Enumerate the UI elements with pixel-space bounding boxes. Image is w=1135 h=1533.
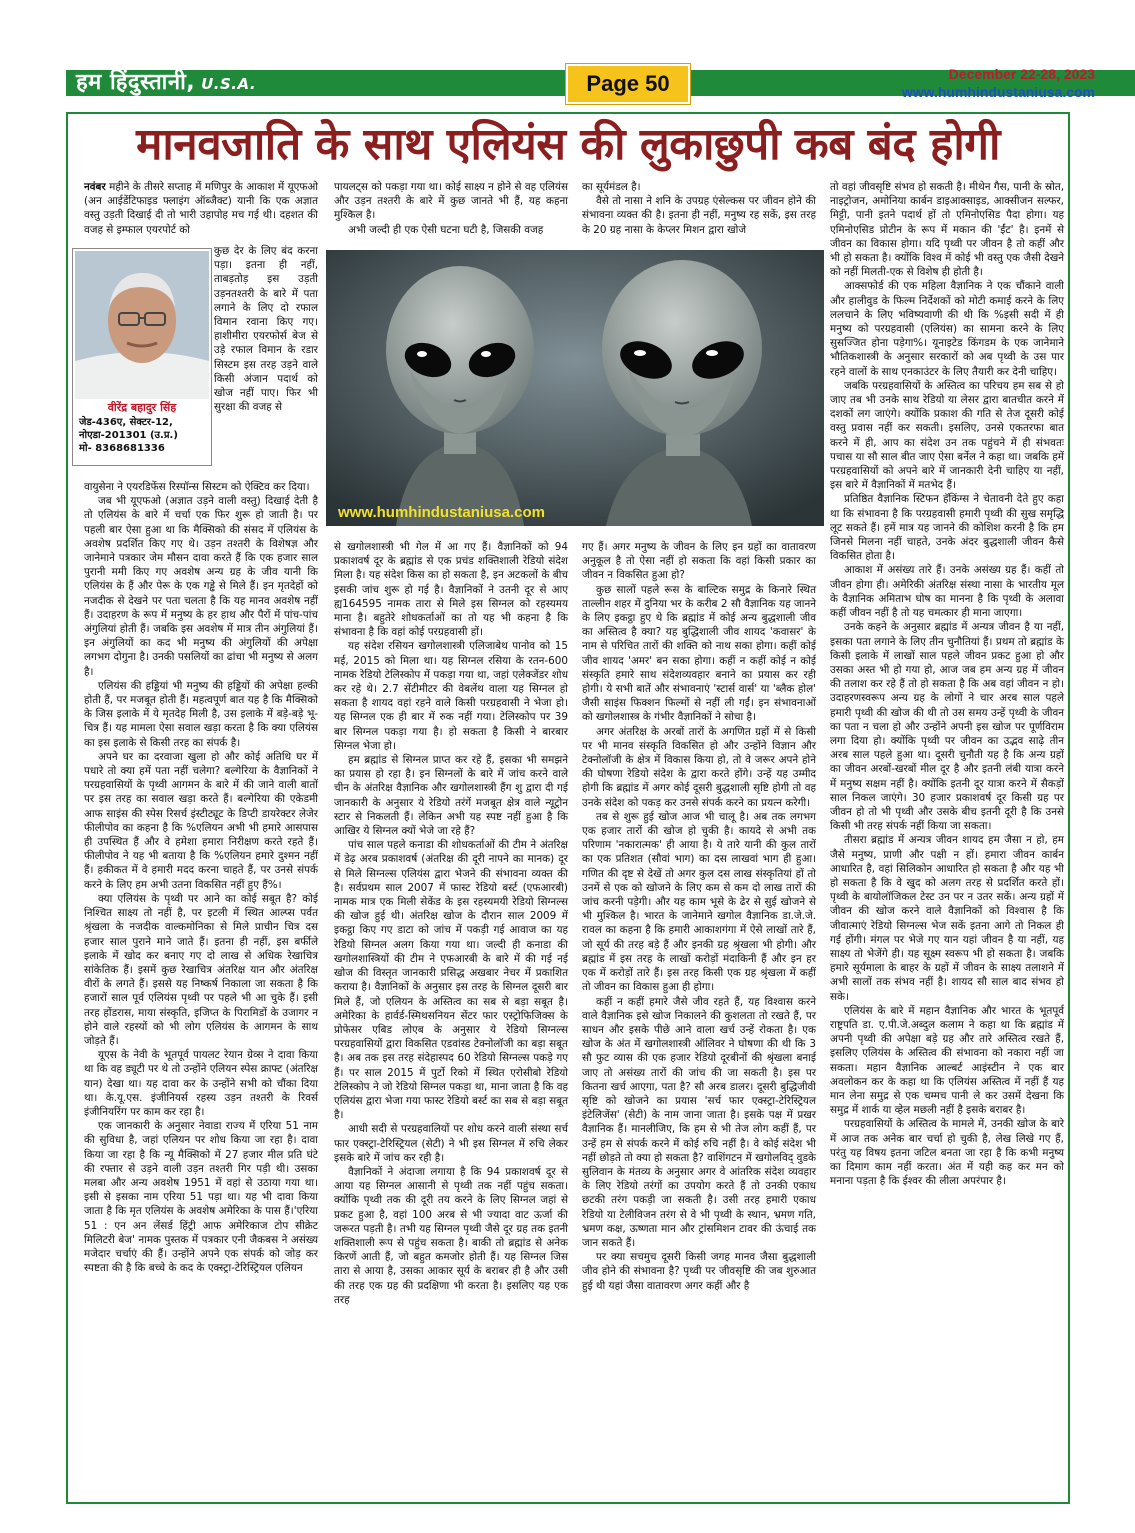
- paragraph: परग्रहवासियों के अस्तित्व के मामले में, उनकी खोज के बारे में आज तक अनेक बार चर्चा हो चुकी है, लेख लिखे गए हैं, परंतु यह विषय इतना जटिल बनता जा रहा है कि कभी मनुष्य का दिमाग काम नहीं करता। अंत में यही कह कर मन को मनाना पड़ता है कि ईश्वर की लीला अपरंपार है।: [830, 1118, 1064, 1188]
- paragraph: प्रतिष्ठित वैज्ञानिक स्टिफन हॅकिंग्स ने चेतावनी देते हुए कहा था कि संभावना है कि परग्रहवासी हमारी पृथ्वी की सुख समृद्धि लूट सकते हैं। हमें मात्र यह जानने की कोशिश करनी है कि हम जिनसे मिलना नहीं चाहते, उनके अंदर बुद्धशाली जीवन कैसे विकसित होता है।: [830, 493, 1064, 563]
- paragraph: अपने घर का दरवाजा खुला हो और कोई अतिथि घर में पधारे तो क्या हमें पता नहीं चलेगा? बल्गेरिया के वैज्ञानिकों ने परग्रहवासियों के पृथ्वी आगमन के बारे में की जाने वाली बातों पर इस तरह का सवाल खड़ा करते हैं। बल्गेरिया की एकेडमी आफ साइंस की स्पेस रिसर्च इंस्टीट्यूट के डिप्टी डायरेक्टर लेजेर फीलीपोव का कहना है कि %एलियन अभी भी हमारे आसपास ही उपस्थित हैं और वे हमेशा हमारा निरीक्षण करते रहते हैं। फीलीपोव ने यह भी बताया है कि %एलियन हमारे दुश्मन नहीं हैं। हकीकत में वे हमारी मदद करना चाहते हैं, पर उनसे संपर्क करने के लिए हम अभी उतना विकसित नहीं हुए हैं%।: [84, 750, 318, 891]
- intro-text: महीने के तीसरे सप्ताह में मणिपुर के आकाश में यूएफओ (अन आईडेंटिफाइड फ्लाइंग ऑब्जैक्ट) यानी कि एक अज्ञात वस्तु उड़ती दिखाई दी तो भारी उहापोह मच गई थी। दहशत की वजह से इम्फाल एयरपोर्ट को: [84, 181, 318, 236]
- issue-date: December 22-28, 2023: [948, 66, 1095, 82]
- column-3-body: [582, 540, 816, 1293]
- paragraph: क्या एलियंस के पृथ्वी पर आने का कोई सबूत है? कोई निश्चित साक्ष्य तो नहीं है, पर इटली में स्थित आल्प्स पर्वत श्रृंखला के नजदीक वाल्कमोनिका से मिले प्राचीन चित्र दस हजार साल पुराने माने जाते हैं। इतना ही नहीं, इस बर्फीले इलाके में खोद कर बनाए गए दो लाख से अधिक रेखाचित्र सांकेतिक हैं। इसमें कुछ रेखाचित्र अंतरिक्ष यान और अंतरिक्ष वीरों के लगते हैं। इससे यह निष्कर्ष निकाला जा सकता है कि हजारों साल पूर्व एलियंस पृथ्वी पर पहले भी आ चुके हैं। इसी तरह होंडरास, माया संस्कृति, इजिप्त के पिरामिडों के उजागर न होने वाले रहस्यों को भी लोग एलियंस के आगमन के साथ जोड़ते हैं।: [84, 892, 318, 1047]
- author-box: [72, 248, 212, 466]
- paragraph: वायुसेना ने एयरडिफेंस रिस्पॉन्स सिस्टम को ऐक्टिव कर दिया।: [84, 481, 310, 493]
- paragraph: पायलट्स को पकड़ा गया था। कोई साक्ष्य न होने से वह एलियंस और उड़न तश्तरी के बारे में कुछ जानते भी हैं, यह कहना मुश्किल है।: [334, 181, 568, 222]
- paragraph: तब से शुरू हुई खोज आज भी चालू है। अब तक लगभग एक हजार तारों की खोज हो चुकी है। कायदे से अभी तक परिणाम 'नकारात्मक' ही आया है। ये तारे यानी की कुल तारों का एक प्रतिशत (सौवां भाग) का दस लाखवां भाग ही हुआ। गणित की दृष्ट से देखें तो अगर कुल दस लाख संस्कृतियां हों तो उनमें से एक को खोजने के लिए कम से कम दो लाख तारों की जांच करनी पड़ेगी। और यह काम भूसे के ढेर से सुई खोजने से भी मुश्किल है। भारत के जानेमाने खगोल वैज्ञानिक डा.जे.जे. रावल का कहना है कि हमारी आकाशगंगा में ऐसे लाखों तारे हैं, जो सूर्य की तरह बड़े हैं और इनकी ग्रह श्रृंखला भी होगी। और ब्रह्मांड में इस तरह के लाखों करोड़ों मंदाकिनी हैं और इन हर एक में करोड़ों तारे हैं। इस तरह किसी एक ग्रह श्रृंखला में कहीं तो जीवन का विकास हुआ ही होगा।: [582, 810, 816, 994]
- author-address-line: जेड-436ए, सेक्टर-12,: [79, 417, 173, 428]
- paragraph: जब भी यूएफओ (अज्ञात उड़ने वाली वस्तु) दिखाई देती है तो एलियंस के बारे में चर्चा एक फिर शुरू हो जाती है। पर पहली बार ऐसा हुआ था कि मैक्सिको की संसद में एलियंस के अवशेष प्रदर्शित किए गए थे। उड़न तश्तरी के विशेषज्ञ और जानेमाने पत्रकार जेम मौसन दावा करते हैं कि एक हजार साल पुरानी ममी किए गए अवशेष अन्य ग्रह के जीव यानी कि एलियंस के हैं और पेरू के एक गड्ढे से मिले हैं। इन मृतदेहों को नजदीक से देखने पर पता चलता है कि यह मानव अवशेष नहीं हैं। उदाहरण के रूप में मनुष्य के हर हाथ और पैरों में पांच-पांच अंगुलियां होती हैं। जबकि इस अवशेष में मात्र तीन अंगुलियां हैं। इन अंगुलियों का कद भी मनुष्य की अंगुलियों की अपेक्षा लगभग दोगुना है। उनकी पसलियों का ढांचा भी मनुष्य से अलग है।: [84, 495, 318, 678]
- author-address: [79, 416, 209, 455]
- paragraph: गए हैं। अगर मनुष्य के जीवन के लिए इन ग्रहों का वातावरण अनुकूल है तो ऐसा नहीं हो सकता कि वहां किसी प्रकार का जीवन न विकसित हुआ हो?: [582, 541, 816, 582]
- paragraph: आक्सफोर्ड की एक महिला वैज्ञानिक ने एक चौंकाने वाली और हालीवुड के फिल्म निर्देशकों को मोटी कमाई करने के लिए ललचाने के लिए भविष्यवाणी की थी कि %इसी सदी में ही मनुष्य को परग्रहवासी (एलियंस) का सामना करने के लिए सुसज्जित होना पड़ेगा%। यूनाइटेड किंगडम के एक जानेमाने भौतिकशास्त्री के अनुसार सरकारों को अब पृथ्वी के उस पार रहने वालों के साथ एनकाउंटर के लिए तैयारी कर देनी चाहिए।: [830, 280, 1064, 378]
- paragraph: एक जानकारी के अनुसार नेवाडा राज्य में एरिया 51 नाम की सुविधा है, जहां एलियन पर शोध किया जा रहा है। दावा किया जा रहा है कि न्यू मैक्सिको में 27 हजार मील प्रति घंटे की रफ्तार से उड़ने वाली उड़न तश्तरी गिर पड़ी थी। उसका मलबा और अन्य अवशेष 1951 में वहां से उठाया गया था। इसी से इसका नाम एरिया 51 पड़ा था। यह भी दावा किया जाता है कि मृत एलियंस के अवशेष अमेरिका के पास हैं।'एरिया 51 : एन अन लेंसर्ड हिंट्री आफ अमेरिकाज टोप सीक्रेट मिलिटरी बेज' नामक पुस्तक में पत्रकार एनी जैकबस ने असंख्य मजेदार चर्चाएं की हैं। उन्होंने अपने एक संपर्क को जोड़ कर स्पष्टता की है कि बच्चे के कद के एक्स्ट्रा-टेरिस्ट्रियल एलियन: [84, 1120, 318, 1275]
- paragraph: आधी सदी से परग्रहवालियों पर शोध करने वाली संस्था सर्च फार एक्स्ट्रा-टेरिस्ट्रियल (सेटी) ने भी इस सिग्नल में रुचि लेकर इसके बारे में जांच कर रही है।: [334, 1123, 568, 1164]
- paragraph: एलियंस की हड्डियां भी मनुष्य की हड्डियों की अपेक्षा हल्की होती हैं, पर मजबूत होती हैं। महत्वपूर्ण बात यह है कि मैक्सिको के जिस इलाके में ये मृतदेह मिली है, उस इलाके में बड़े-बड़े भू-चित्र हैं। यह मामला ऐसा सवाल खड़ा करता है कि क्या एलियंस का इस इलाके से किसी तरह का संपर्क है।: [84, 679, 318, 749]
- column-1-top: [84, 180, 318, 237]
- author-address-line: मो- 8368681336: [79, 443, 165, 454]
- paragraph: वैसे तो नासा ने शनि के उपग्रह एंसेल्कस पर जीवन होने की संभावना व्यक्त की है। इतना ही नहीं, मनुष्य रह सकें, इस तरह के 20 ग्रह नासा के केप्लर मिशन द्वारा खोजे: [582, 195, 816, 236]
- paragraph: से खगोलशास्त्री भी गेल में आ गए हैं। वैज्ञानिकों को 94 प्रकाशवर्ष दूर के ब्रह्मांड से एक प्रचंड शक्तिशाली रेडियो संदेश मिला है। यह संदेश किस का हो सकता है, इन अटकलों के बीच इसकी जांच शुरू हो गई है। वैज्ञानिकों ने उतनी दूर से आए ह्य164595 नामक तारा से मिले इस सिग्नल को रहस्यमय माना है। बहुतेरे शोधकर्ताओं का तो यह भी कहना है कि संभावना है कि वहां कोई परग्रहवासी हों।: [334, 541, 568, 639]
- masthead[interactable]: [76, 70, 256, 97]
- paragraph: का सूर्यमंडल है।: [582, 181, 641, 193]
- paragraph: एलियंस के बारे में महान वैज्ञानिक और भारत के भूतपूर्व राष्ट्रपति डा. ए.पी.जे.अब्दुल कलाम ने कहा था कि ब्रह्मांड में अपनी पृथ्वी की अपेक्षा बड़े ग्रह और तारे अस्तित्व रखते हैं, इसलिए एलियंस के अस्तित्व की संभावना को नकारा नहीं जा सकता। महान वैज्ञानिक आल्बर्ट आइंस्टीन ने एक बार अवलोकन कर के कहा था कि एलियंस अस्तित्व में नहीं हैं यह मान लेना समुद्र से एक चम्मच पानी ले कर उसमें देखना कि समुद्र में शार्क या व्हेल मछली नहीं है इसके बराबर है।: [830, 1004, 1064, 1117]
- grey-aliens-illustration: [326, 250, 824, 526]
- alien-right: [602, 260, 762, 526]
- paragraph: कुछ सालों पहले रूस के बाल्टिक समुद्र के किनारे स्थित ताल्लीन शहर में दुनिया भर के करीब 2 सौ वैज्ञानिक यह जानने के लिए इकट्ठा हुए थे कि ब्रह्मांड में कोई अन्य बुद्धशाली जीव का अस्तित्व है क्या? यह बुद्धिशाली जीव शायद 'कवासर' के नाम से परिचित तारों की शक्ति को नाथ सका होगा। कहीं कोई जीव शायद 'अमर' बन सका होगा। कहीं न कहीं कोई न कोई संस्कृति हमारे साथ संदेशव्यवहार बनाने का प्रयास कर रही होगी। ये सभी बातें और संभावनाएं 'स्टार्स वार्स' या 'ब्लैक होल' जैसी साइंस फिक्शन फिल्मों से नहीं ली गईं। इन संभावनाओं को खगोलशास्त्र के गंभीर वैज्ञानिकों ने सोचा है।: [582, 583, 816, 724]
- paragraph: यूएस के नेवी के भूतपूर्व पायलट रेयान ग्रेव्स ने दावा किया था कि वह ड्यूटी पर थे तो उन्होंने एलियन स्पेस क्राफ्ट (अंतरिक्ष यान) देखा था। यह दावा कर के उन्होंने सभी को चौंका दिया था। के.यू.एस. इंजीनियर्स रहस्य उड़न तश्तरी के रिवर्स इंजीनियरिंग पर काम कर रहा है।: [84, 1049, 318, 1118]
- paragraph: उनके कहने के अनुसार ब्रह्मांड में अन्यत्र जीवन है या नहीं, इसका पता लगाने के लिए तीन चुनौतियां हैं। प्रथम तो ब्रह्मांड के किसी इलाके में लाखों साल पहले जीवन प्रकट हुआ हो और उसका अस्त भी हो गया हो, आज जब हम अन्य ग्रह में जीवन की तलाश कर रहे हैं तो हो सकता है कि अब वहां जीवन न हो। उदाहरणस्वरूप अन्य ग्रह के लोगों ने चार अरब साल पहले हमारी पृथ्वी की खोज की थी तो उस समय उन्हें पृथ्वी के जीवन का पता न चला हो और उन्होंने अपनी इस खोज पर पूर्णविराम लगा दिया हो। क्योंकि पृथ्वी पर जीवन का उद्भव साढ़े तीन अरब साल पहले हुआ था। दूसरी चुनौती यह है कि अन्य ग्रहों का जीवन अरबों-खरबों मील दूर है और इतनी लंबी यात्रा करने में मनुष्य सक्षम नहीं है। क्योंकि इतनी दूर यात्रा करने में सैकड़ों साल निकल जाएंगे। 30 हजार प्रकाशवर्ष दूर किसी ग्रह पर जीवन हो तो भी पृथ्वी और उसके बीच इतनी दूरी है कि उनसे किसी भी तरह संपर्क नहीं किया जा सकता।: [830, 621, 1064, 833]
- paragraph: तीसरा ब्रह्मांड में अन्यत्र जीवन शायद हम जैसा न हो, हम जैसे मनुष्य, प्राणी और पक्षी न हों। हमारा जीवन कार्बन आधारित है, वहां सिलिकोन आधारित हो सकता है और यह भी हो सकता है कि वे खुद को अलग तरह से प्रदर्शित करते हों। पृथ्वी के बायोलॉजिकल टेस्ट उन पर न उतर सकें। अन्य ग्रहों में जीवन की खोज करने वाले वैज्ञानिकों को विश्वास है कि जीवात्माएं रेडियो सिग्नल्स भेज सकें इतना आगे तो निकल ही गई होंगी। मंगल पर भेजे गए यान यहां जीवन है या नहीं, यह साक्ष्य तो भेजेंगे ही। यह सूक्ष्म स्वरूप भी हो सकता है। जबकि हमारे सूर्यमाला के बाहर के ग्रहों में जीवन के साक्ष्य तलाशने में अभी सालों तक संभव नहीं है। शायद सौ साल बाद संभव हो सके।: [830, 834, 1064, 1003]
- paragraph: हम ब्रह्मांड से सिग्नल प्राप्त कर रहे हैं, इसका भी समझने का प्रयास हो रहा है। इन सिग्नलों के बारे में जांच करने वाले चीन के अंतरिक्ष वैज्ञानिक और खगोलशास्त्री हैंग शु द्वारा दी गई जानकारी के अनुसार ये रेडियो तरंगें मजबूत क्षेत्र वाले न्यूट्रोन स्टार से निकलती हैं। लेकिन अभी यह स्पष्ट नहीं हुआ है कि आखिर ये सिग्नल क्यों भेजे जा रहे हैं?: [334, 754, 568, 838]
- paragraph: पांच साल पहले कनाडा की शोधकर्ताओं की टीम ने अंतरिक्ष में डेढ़ अरब प्रकाशवर्ष (अंतरिक्ष की दूरी नापने का मानक) दूर से मिले सिग्नल्स एलियंस द्वारा भेजने की संभावना व्यक्त की है। सर्वप्रथम साल 2007 में फास्ट रेडियो बर्स्ट (एफआरबी) नामक मात्र एक मिली सेकेंड के इस रहस्यमयी रेडियो सिग्नल्स की खोज हुई थी। अंतरिक्ष खोज के दौरान साल 2009 में इकट्ठा किए गए डाटा को जांच में पकड़ी गई आवाज का यह रेडियो सिग्नल अलग किया गया था। जल्दी ही कनाडा की खगोलशास्त्रियों की टीम ने एफआरबी के बारे में की गई नई खोज की विस्तृत जानकारी प्रसिद्ध अखबार नेचर में प्रकाशित कराया है। वैज्ञानिकों के अनुसार इस तरह के सिग्नल दूसरी बार मिले हैं, जो एलियन के अस्तित्व का सब से बड़ा सबूत है। अमेरिका के हार्वर्ड-स्मिथसनियन सेंटर फार एस्ट्रोफिजिक्स के प्रोफेसर एबिड लोएब के अनुसार ये रेडियो सिग्नल्स परग्रहवासियों द्वारा विकसित एडवांस्ड टेक्नोलॉजी का बड़ा सबूत है। अब तक इस तरह संदेहास्पद 60 रेडियो सिग्नल्स पकड़े गए हैं। पर साल 2015 में पुर्टो रिको में स्थित एरोसीबो रेडियो टेलिस्कोप ने जो रेडियो सिग्नल पकड़ा था, माना जाता है कि वह एलियंस द्वारा भेजा गया फास्ट रेडियो बर्स्ट का सब से बड़ा सबूत है।: [334, 839, 568, 1122]
- column-2-body: [334, 540, 568, 1307]
- paragraph: पर क्या सचमुच दूसरी किसी जगह मानव जैसा बुद्धशाली जीव होने की संभावना है? पृथ्वी पर जीवसृष्टि की जब शुरुआत हुई थी यहां जैसा वातावरण अगर कहीं और है: [582, 1251, 816, 1292]
- paragraph: कहीं न कहीं हमारे जैसे जीव रहते हैं, यह विश्वास करने वाले वैज्ञानिक इसे खोज निकालने की कुशलता तो रखते हैं, पर साधन और इसके पीछे आने वाला खर्च उन्हें रोकता है। एक खोज के अंत में खगोलशास्त्री ऑलिवर ने घोषणा की थी कि 3 सौ फुट व्यास की एक हजार रेडियो दूरबीनों की श्रृंखला बनाई जाए तो असंख्य तारों की जांच की जा सकती है। इस पर कितना खर्च आएगा, पता है? सौ अरब डालर। दूसरी बुद्धिजीवी सृष्टि को खोजने का प्रयास 'सर्च फार एक्स्ट्रा-टेरिस्ट्रियल इंटेलिजेंस' (सेटी) के नाम जाना जाता है। इसके पक्ष में प्रखर वैज्ञानिक हैं। मानलीजिए, कि हम से भी तेज लोग कहीं हैं, पर उन्हें हम से संपर्क करने में कोई रुचि नहीं है। वे कोई संदेश भी नहीं छोड़ते तो क्या हो सकता है? वाशिंगटन में खगोलविद् वुडके सुलिवान के मंतव्य के अनुसार अगर वे आंतरिक संदेश व्यवहार के लिए रेडियो तरंगों का उपयोग करते हैं तो उनकी एकाध छटकी तरंग पकड़ी जा सकती है। उसी तरह हमारी एकाध रेडियो या टेलीविजन तरंग से वे भी पृथ्वी के स्थान, भ्रमण गति, भ्रमण कक्ष, ऊष्णता मान और ट्रांसमिशन टावर की ऊंचाई तक जान सकते हैं।: [582, 995, 816, 1249]
- column-3-top: [582, 180, 816, 237]
- paragraph: जबकि परग्रहवासियों के अस्तित्व का परिचय हम सब से हो जाए तब भी उनके साथ रेडियो या लेसर द्वारा बातचीत करने में दशकों लग जाएंगे। क्योंकि प्रकाश की गति से तेज दूसरी कोई वस्तु प्रवास नहीं कर सकती। इसलिए, उनसे एकतरफा बात करने में ही, आप का संदेश उन तक पहुंचने में ही संभवतः पचास या सौ साल बीत जाए ऐसा बर्नेल ने कहा था। जबकि हमें परग्रहवासियों को अपने बारे में जानकारी देनी चाहिए या नहीं, इस बारे में वैज्ञानिकों में मतभेद हैं।: [830, 379, 1064, 492]
- masthead-title: हम हिंदुस्तानी,: [76, 70, 196, 95]
- author-name: वीरेंद्र बहादुर सिंह: [107, 401, 177, 414]
- column-1-wrap-text: कुछ देर के लिए बंद करना पड़ा। इतना ही नहीं, ताबड़तोड़ इस उड़ती उड़नतश्तरी के बारे में पता लगाने के लिए दो रफाल विमान रवाना किए गए। हाशीमीरा एयरफोर्स बेज से उड़े रफाल विमान के रडार सिस्टम इस तरह उड़ने वाले किसी अंजान पदार्थ को खोज नहीं पाए। फिर भी सुरक्षा की वजह से: [214, 245, 318, 414]
- author-portrait-image: [75, 251, 209, 399]
- page-number: Page 50: [566, 64, 690, 104]
- website-link[interactable]: www.humhindustaniusa.com: [901, 84, 1095, 100]
- alien-left: [386, 266, 534, 526]
- paragraph: अगर अंतरिक्ष के अरबों तारों के अगणित ग्रहों में से किसी पर भी मानव संस्कृति विकसित हो और उन्होंने विज्ञान और टेक्नोलॉजी के क्षेत्र में विकास किया हो, तो वे जरूर अपने होने की घोषणा रेडियो संदेश के द्वारा करते होंगे। उन्हें यह उम्मीद होगी कि ब्रह्मांड में अगर कोई दूसरी बुद्धशाली सृष्टि होगी तो वह उनके संदेश को पकड़ कर उनसे संपर्क करने का प्रयत्न करेगी।: [582, 725, 816, 809]
- intro-lead: नवंबर: [84, 181, 106, 193]
- paragraph: यह संदेश रसियन खगोलशास्त्री एलिजाबेथ पानोव को 15 मई, 2015 को मिला था। यह सिग्नल रसिया के रतन-600 नामक रेडियो टेलिस्कोप में पकड़ा गया था, जहां एलेक्जेंडर शोध कर रहे थे। 2.7 सेंटीमीटर की वेबलेंथ वाला यह सिग्नल हो सकता है शायद वहां रहने वाले किसी परग्रहवासी ने भेजा हो। यह सिग्नल एक ही बार में रुक नहीं गया। टेलिस्कोप पर 39 बार सिग्नल पकड़ा गया है। हो सकता है किसी ने बारबार सिग्नल भेजा हो।: [334, 640, 568, 752]
- author-address-line: नोएडा-201301 (उ.प्र.): [79, 430, 178, 441]
- aliens-image: [326, 250, 824, 526]
- article-headline: मानवजाति के साथ एलियंस की लुकाछुपी कब बंद होगी: [136, 119, 1000, 170]
- image-watermark: www.humhindustaniusa.com: [338, 504, 545, 521]
- paragraph: आकाश में असंख्य तारे हैं। उनके असंख्य ग्रह हैं। कहीं तो जीवन होगा ही। अमेरिकी अंतरिक्ष संस्था नासा के भारतीय मूल के वैज्ञानिक अमिताभ घोष का मानना है कि पृथ्वी के अलावा कहीं जीवन नहीं है तो यह चमत्कार ही माना जाएगा।: [830, 564, 1064, 620]
- page-header: [0, 60, 1135, 110]
- masthead-subtitle: U.S.A.: [201, 75, 257, 93]
- column-2-top: [334, 180, 568, 237]
- column-1-body: [84, 480, 318, 1275]
- paragraph: वैज्ञानिकों ने अंदाजा लगाया है कि 94 प्रकाशवर्ष दूर से आया यह सिग्नल आसानी से पृथ्वी तक नहीं पहुंच सकता। क्योंकि पृथ्वी तक की दूरी तय करने के लिए सिग्नल जहां से प्रकट हुआ है, वहां 100 अरब से भी ज्यादा वाट ऊर्जा की जरूरत पड़ती है। तभी यह सिग्नल पृथ्वी जैसे दूर ग्रह तक इतनी शक्तिशाली रूप से पहुंच सकता है। बाकी तो ब्रह्मांड से अनेक किरणें आती हैं, जो बहुत कमजोर होती हैं। यह सिग्नल जिस तारा से आया है, उसका आकार सूर्य के बराबर ही है और उसी की तरह एक ग्रह की प्रदक्षिणा भी करता है। इसलिए यह एक तरह: [334, 1165, 568, 1306]
- author-photo: [75, 251, 209, 399]
- paragraph: तो वहां जीवसृष्टि संभव हो सकती है। मीथेन गैस, पानी के स्रोत, नाइट्रोजन, अमोनिया कार्बन डाइआक्साइड, आक्सीजन सल्फर, मिट्टी, पानी इतने पदार्थ हों तो एमिनोएसिड पैदा होगा। यह एमिनोएसिड प्रोटीन के रूप में मकान की 'ईंट' है। इनमें से जीवन का विकास होगा। यदि पृथ्वी पर जीवन है तो कहीं और भी हो सकता है। क्योंकि विश्व में कोई भी वस्तु एक जैसी देखने को नहीं मिलती-एक से विशेष ही होती है।: [830, 181, 1064, 279]
- paragraph: अभी जल्दी ही एक ऐसी घटना घटी है, जिसकी वजह: [348, 223, 544, 236]
- column-4-body: [830, 180, 1064, 1188]
